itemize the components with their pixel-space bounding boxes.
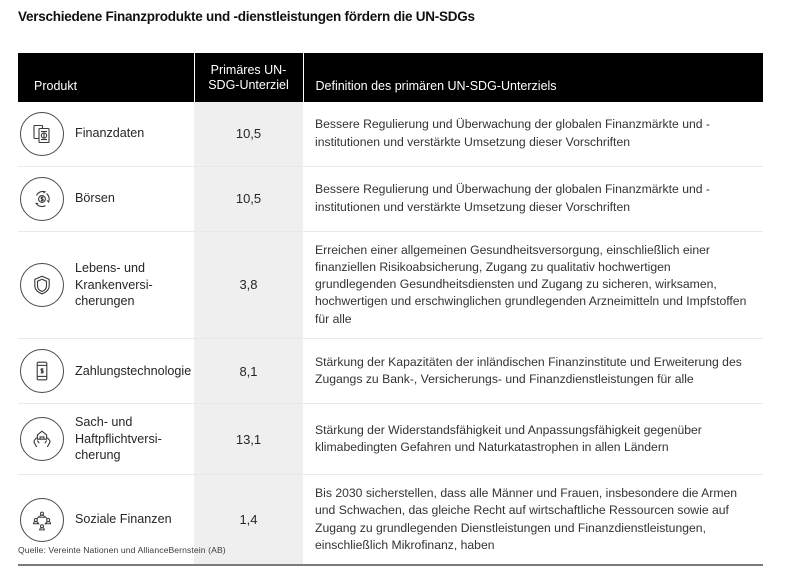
cell-target: 1,4: [194, 474, 303, 565]
page-title: Verschiedene Finanzprodukte und -dienstleistungen fördern die UN-SDGs: [18, 9, 475, 24]
house-protection-icon: [20, 417, 64, 461]
column-header-definition: Definition des primären UN-SDG-Unterziels: [303, 53, 763, 102]
cell-target: 8,1: [194, 339, 303, 404]
table-row: [18, 404, 763, 475]
product-name: Zahlungstechnologie: [75, 363, 192, 378]
stock-exchange-icon: [20, 177, 64, 221]
table-row: [18, 102, 763, 167]
header-row: [18, 53, 763, 102]
cell-definition: Bessere Regulierung und Überwachung der globalen Finanzmärkte und -institutionen und verstärkte Umsetzung dieser Vorschriften: [303, 166, 763, 231]
table-header: [18, 53, 763, 102]
cell-definition: Bessere Regulierung und Überwachung der globalen Finanzmärkte und -institutionen und verstärkte Umsetzung dieser Vorschriften: [303, 102, 763, 167]
column-header-target-line2: SDG-Unterziel: [208, 77, 289, 92]
source-note: Quelle: Vereinte Nationen und AllianceBernstein (AB): [18, 545, 226, 555]
table-row: [18, 339, 763, 404]
cell-definition: Erreichen einer allgemeinen Gesundheitsversorgung, einschließlich einer finanziellen Risikoabsicherung, Zugang zu qualitativ hochwertigen grundlegenden Gesundheitsdiensten und Zugang zu sicheren, wirksamen, hochwertigen und erschwinglichen grundlegenden Arzneimitteln und Impfstoffen für alle: [303, 231, 763, 339]
column-header-product: Produkt: [18, 53, 194, 102]
cell-definition: Bis 2030 sicherstellen, dass alle Männer und Frauen, insbesondere die Armen und Schwachen, das gleiche Recht auf wirtschaftliche Ressourcen sowie auf Zugang zu grundlegenden Dienstleistungen und Finanzdienstleistungen, einschließlich Mikrofinanz, haben: [303, 474, 763, 565]
cell-product: [18, 404, 194, 475]
sdg-table: [18, 53, 763, 566]
cell-target: 10,5: [194, 166, 303, 231]
cell-target: 13,1: [194, 404, 303, 475]
shield-health-insurance-icon: [20, 263, 64, 307]
cell-target: 3,8: [194, 231, 303, 339]
product-name: Finanzdaten: [75, 126, 145, 141]
sdg-table-container: [18, 53, 763, 566]
column-header-target-line1: Primäres UN-: [210, 63, 287, 77]
product-name: Börsen: [75, 191, 115, 206]
product-name: Lebens- und Krankenversi-cherungen: [75, 260, 153, 309]
cell-product: [18, 339, 194, 404]
cell-definition: Stärkung der Widerstandsfähigkeit und Anpassungsfähigkeit gegenüber klimabedingten Gefahren und Naturkatastrophen in allen Ländern: [303, 404, 763, 475]
cell-product: [18, 166, 194, 231]
mobile-payment-icon: [20, 349, 64, 393]
financial-data-icon: [20, 112, 64, 156]
product-name: Sach- und Haftpflichtversi-cherung: [75, 415, 162, 463]
column-header-target: [194, 53, 303, 102]
cell-product: [18, 102, 194, 167]
product-name: Soziale Finanzen: [75, 512, 172, 527]
social-network-people-icon: [20, 498, 64, 542]
cell-target: 10,5: [194, 102, 303, 167]
cell-product: [18, 231, 194, 339]
table-row: [18, 166, 763, 231]
table-row: [18, 231, 763, 339]
table-body: [18, 102, 763, 566]
cell-definition: Stärkung der Kapazitäten der inländischen Finanzinstitute und Erweiterung des Zugangs zu Bank-, Versicherungs- und Finanzdienstleistungen für alle: [303, 339, 763, 404]
